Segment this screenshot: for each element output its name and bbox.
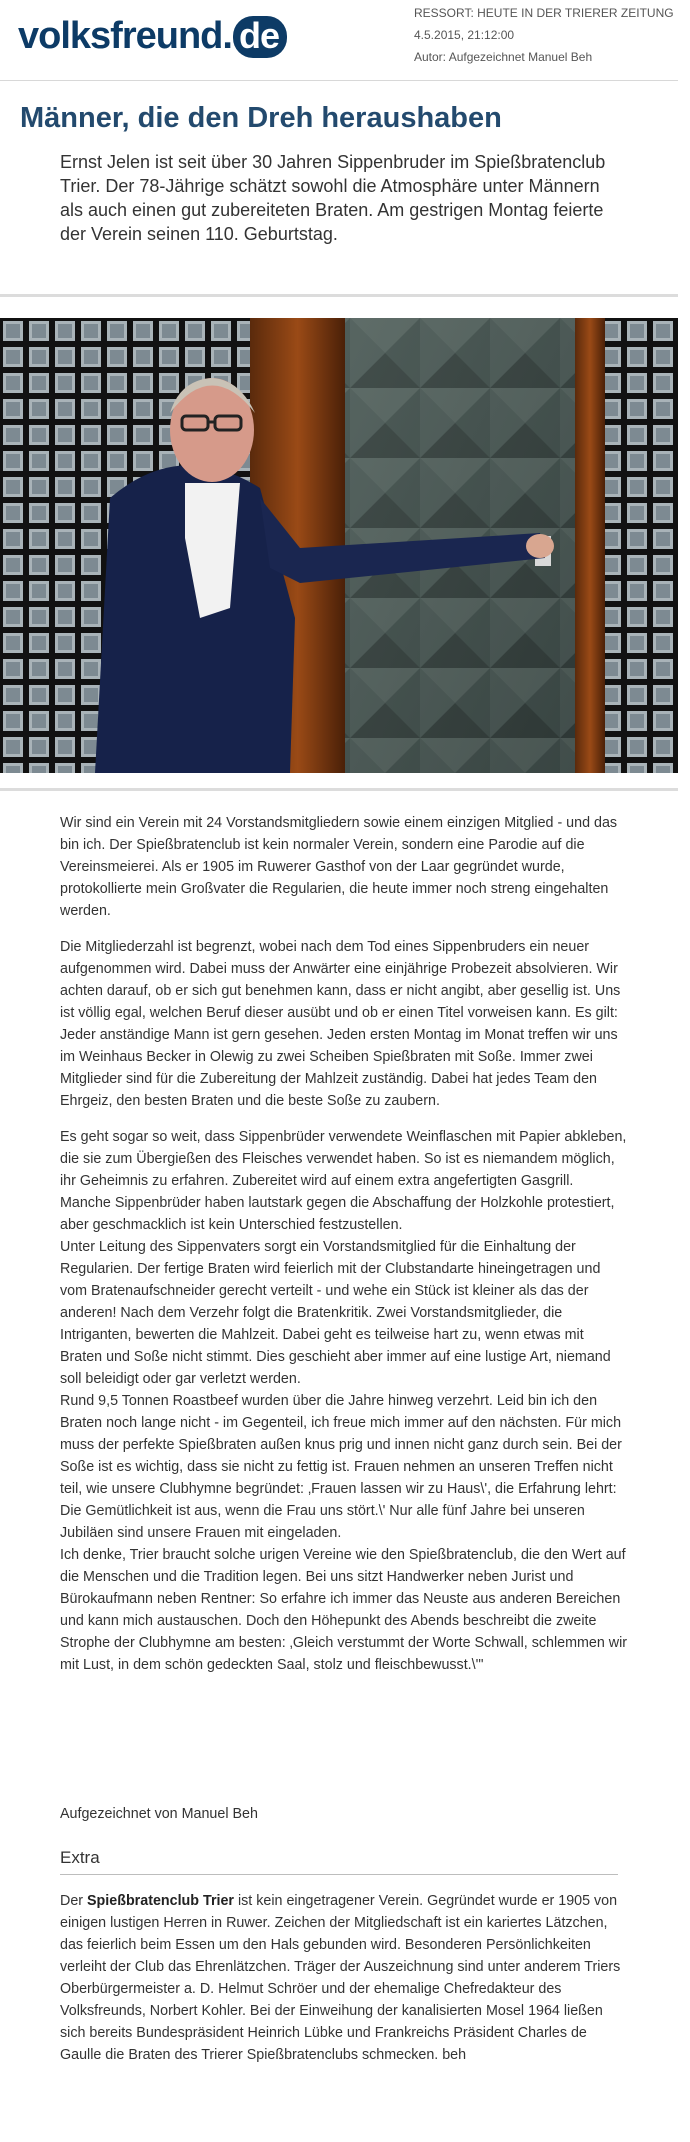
extra-heading: Extra xyxy=(60,1848,618,1875)
body-paragraph: Rund 9,5 Tonnen Roastbeef wurden über die Jahre hinweg verzehrt. Leid bin ich den Braten noch lange nicht - im Gegenteil, ich freue mich immer auf den nächsten. Für mich muss der perfekte Spießbraten außen knus prig und innen nicht ganz durch sein. Bei der Soße ist es wichtig, dass sie nicht zu fettig ist. Frauen nehmen an unseren Treffen nicht teil, wie unsere Clubhymne begründet: ‚Frauen lassen wir zu Haus\', die Erfahrung lehrt: Die Gemütlichkeit ist aus, wenn die Frau uns stört.\' Nur alle fünf Jahre bei unseren Jubiläen sind unsere Frauen mit eingeladen. xyxy=(60,1393,622,1541)
extra-club-name: Spießbratenclub Trier xyxy=(87,1893,234,1909)
body-paragraph: Es geht sogar so weit, dass Sippenbrüder verwendete Weinflaschen mit Papier abkleben, die sie zum Übergießen des Fleisches verwendet haben. So ist es niemandem möglich, ihr Geheimnis zu erfahren. Zubereitet wird auf einem extra angefertigten Gasgrill. Manche Sippenbrüder haben lautstark gegen die Abschaffung der Holzkohle protestiert, aber geschmacklich ist kein Unterschied festzustellen. xyxy=(60,1129,627,1233)
header-divider xyxy=(0,80,678,81)
logo-dot: . xyxy=(222,15,232,57)
site-header xyxy=(0,0,690,72)
extra-box xyxy=(60,1890,630,2066)
article-lead: Ernst Jelen ist seit über 30 Jahren Sippenbruder im Spießbratenclub Trier. Der 78-Jährige schätzt sowohl die Atmosphäre unter Männern als auch einen gut zubereiteten Braten. Am gestrigen Montag feierte der Verein seinen 110. Geburtstag. xyxy=(60,152,606,244)
logo-tld: de xyxy=(233,16,287,58)
publish-datetime: 4.5.2015, 21:12:00 xyxy=(414,28,515,42)
article-meta xyxy=(414,2,690,68)
photo-illustration xyxy=(0,318,678,773)
extra-intro: Der xyxy=(60,1893,88,1909)
author-credit: Aufgezeichnet von Manuel Beh xyxy=(60,1806,258,1822)
body-paragraph: Die Mitgliederzahl ist begrenzt, wobei nach dem Tod eines Sippenbruders ein neuer aufgenommen wird. Dabei muss der Anwärter eine einjährige Probezeit absolvieren. Wir achten darauf, ob er sich gut benehmen kann, dass er nicht angibt, aber gesellig ist. Uns ist völlig egal, welchen Beruf dieser ausübt und ob er einen Titel vorweisen kann. Es gilt: Jeder anständige Mann ist gern gesehen. Jeden ersten Montag im Monat treffen wir uns im Weinhaus Becker in Olewig zu zwei Scheiben Spießbraten mit Soße. Immer zwei Mitglieder sind für die Zubereitung der Mahlzeit zuständig. Dabei hat jedes Team den Ehrgeiz, den besten Braten und die beste Soße zu zaubern. xyxy=(60,939,621,1109)
lead-divider xyxy=(0,294,678,297)
extra-text: ist kein eingetragener Verein. Gegründet wurde er 1905 von einigen lustigen Herren in Ruwer. Zeichen der Mitgliedschaft ist ein kariertes Lätzchen, das feierlich beim Essen um den Hals gebunden wird. Besonderen Persönlichkeiten verleiht der Club das Ehrenlätzchen. Träger der Auszeichnung sind unter anderem Triers Oberbürgermeister a. D. Helmut Schröer und der ehemalige Chefredakteur des Volksfreunds, Norbert Kohler. Bei der Einweihung der kanalisierten Mosel 1964 ließen sich bereits Bundespräsident Heinrich Lübke und Frankreichs Präsident Charles de Gaulle die Braten des Trierer Spießbratenclubs schmecken. beh xyxy=(60,1893,621,2063)
body-paragraph: Wir sind ein Verein mit 24 Vorstandsmitgliedern sowie einem einzigen Mitglied - und das bin ich. Der Spießbratenclub ist kein normaler Verein, sondern eine Parodie auf die Vereinsmeierei. Als er 1905 im Ruwerer Gasthof von der Laar gegründet wurde, protokollierte mein Großvater die Regularien, die heute immer noch streng eingehalten werden. xyxy=(60,815,618,919)
photo-divider xyxy=(0,788,678,791)
author-label: Autor: Aufgezeichnet Manuel Beh xyxy=(414,50,593,64)
body-paragraph: Ich denke, Trier braucht solche urigen Vereine wie den Spießbratenclub, die den Wert auf die Menschen und die Tradition legen. Bei uns sitzt Handwerker neben Jurist und Bürokaufmann neben Rentner: So erfahre ich immer das Neuste aus anderen Bereichen und kann mich austauschen. Doch den Höhepunkt des Abends beschreibt die zweite Strophe der Clubhymne am besten: ‚Gleich verstummt der Worte Schwall, schlemmen wir mit Lust, in dem schön gedeckten Saal, stolz und fleischbewusst.\'" xyxy=(60,1547,628,1673)
body-paragraph: Unter Leitung des Sippenvaters sorgt ein Vorstandsmitglied für die Einhaltung der Regularien. Der fertige Braten wird feierlich mit der Clubstandarte hineingetragen und vom Bratenaufschneider gerecht verteilt - und wehe ein Stück ist kleiner als das der anderen! Nach dem Verzehr folgt die Bratenkritik. Zwei Vorstandsmitglieder, die Intriganten, bewerten die Mahlzeit. Dabei geht es teilweise hart zu, wenn etwas mit Braten und Soße nicht stimmt. Dies geschieht aber immer auf eine lustige Art, niemand soll beleidigt oder gar verletzt werden. xyxy=(60,1239,611,1387)
site-logo[interactable] xyxy=(18,14,287,58)
logo-name: volksfreund xyxy=(18,15,223,57)
article-title: Männer, die den Dreh heraushaben xyxy=(20,102,502,134)
article-photo[interactable] xyxy=(0,318,678,773)
ressort-label: RESSORT: HEUTE IN DER TRIERER ZEITUNG xyxy=(414,6,674,20)
article-body xyxy=(60,812,628,1676)
